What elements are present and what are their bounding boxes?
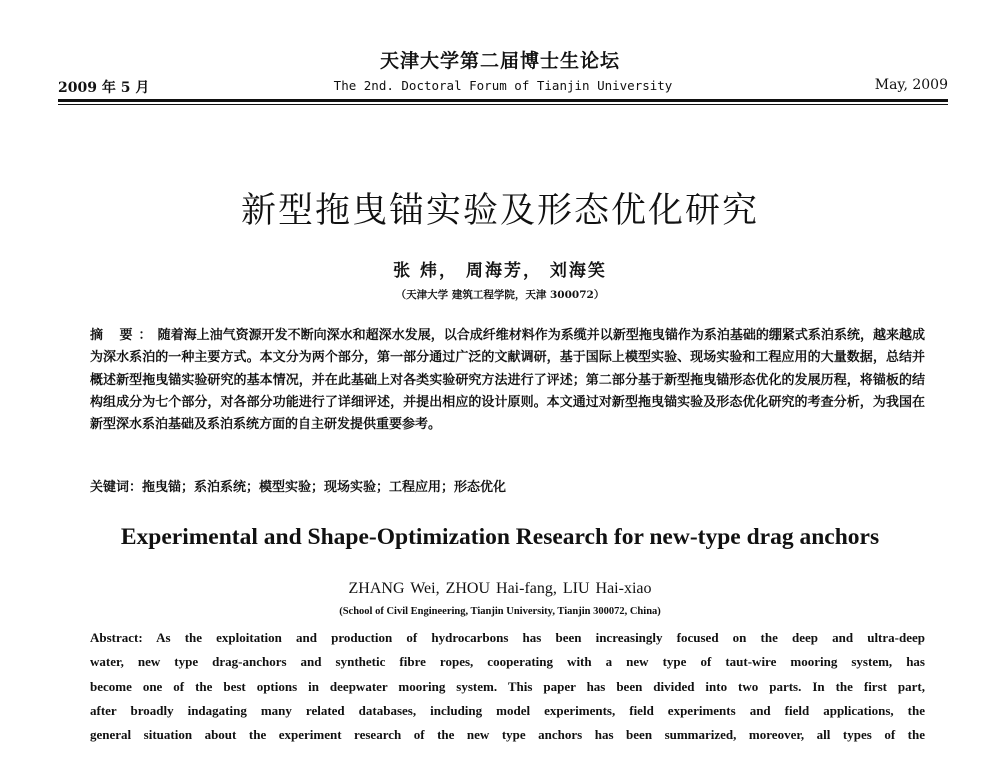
abstract-en-line: water, new type drag-anchors and synthetic fibre ropes, cooperating with a new type of taut-wire mooring system, has: [90, 654, 925, 670]
header-date-en: May, 2009: [874, 77, 948, 93]
forum-title-cn: 天津大学第二届博士生论坛: [379, 50, 620, 72]
abstract-text-cn: 随着海上油气资源开发不断向深水和超深水发展，以合成纤维材料作为系缆并以新型拖曳锚作为系泊基础的绷紧式系泊系统，越来越成为深水系泊的一种主要方式。本文分为两个部分，第一部分通过广泛的文献调研，基于国际上模型实验、现场实验和工程应用的大量数据，总结并概述新型拖曳锚实验研究的基本情况，并在此基础上对各类实验研究方法进行了评述；第二部分基于新型拖曳锚形态优化的发展历程，将锚板的结构组成分为七个部分，对各部分功能进行了详细评述，并提出相应的设计原则。本文通过对新型拖曳锚实验及形态优化研究的考查分析，为我国在新型深水系泊基础及系泊系统方面的自主研发提供重要参考。: [90, 328, 925, 433]
paper-title-en: Experimental and Shape-Optimization Research for new-type drag anchors: [120, 524, 880, 550]
abstract-cn: [90, 325, 925, 436]
authors-en: ZHANG Wei, ZHOU Hai-fang, LIU Hai-xiao: [348, 580, 652, 597]
forum-title-en: The 2nd. Doctoral Forum of Tianjin University: [333, 78, 673, 93]
authors-cn: 张 炜， 周海芳， 刘海笑: [393, 261, 607, 281]
affiliation-cn: （天津大学 建筑工程学院，天津 300072）: [395, 289, 605, 301]
abstract-en: [90, 626, 925, 747]
abstract-en-line: after broadly indagating many related databases, including model experiments, field experiments and field applications, the: [90, 702, 925, 718]
abstract-en-line: Abstract: As the exploitation and production of hydrocarbons has been increasingly focused on the deep and ultra-deep: [90, 630, 925, 645]
abstract-en-line: become one of the best options in deepwater mooring system. This paper has been divided into two parts. In the first part,: [90, 678, 925, 694]
header-rule-thick: [58, 99, 948, 102]
abstract-en-line: general situation about the experiment research of the new type anchors has been summarized, moreover, all types of the: [90, 727, 925, 743]
header-rule-thin: [58, 104, 948, 105]
keywords-cn: 关键词：拖曳锚；系泊系统；模型实验；现场实验；工程应用；形态优化: [90, 480, 507, 495]
abstract-label-cn: 摘 要：: [90, 328, 158, 343]
paper-title-cn: 新型拖曳锚实验及形态优化研究: [240, 191, 759, 231]
header-date-cn: 2009 年 5 月: [58, 80, 150, 96]
affiliation-en: (School of Civil Engineering, Tianjin University, Tianjin 300072, China): [339, 606, 661, 617]
header-row: [58, 77, 948, 99]
